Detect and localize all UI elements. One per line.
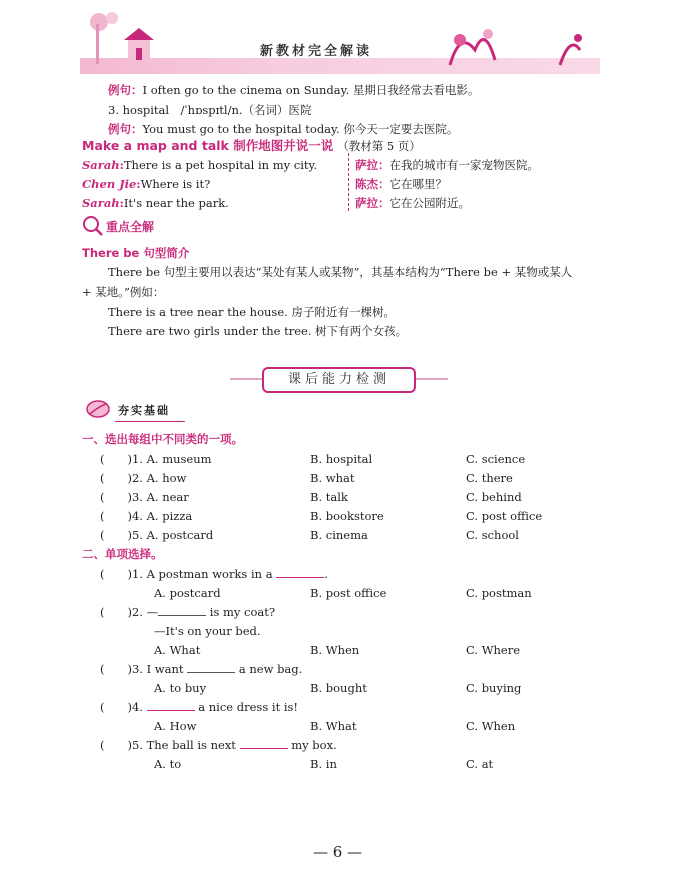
banner-line-right [416, 378, 448, 380]
part2-q2-option-a: A. What [154, 643, 201, 657]
part2-q1-option-b: B. post office [310, 586, 387, 600]
part1-q1-option-c: C. science [466, 452, 526, 466]
basics-title: 夯实基础 [118, 404, 170, 417]
example-sentence-1 [108, 83, 479, 97]
dialog-zh-text: 它在公园附近。 [389, 196, 470, 210]
part2-q2-stem [100, 605, 275, 619]
part1-title: 一、选出每组中不同类的一项。 [82, 432, 243, 446]
part1-q1-num: ( )1. A. museum [100, 452, 212, 466]
part2-q1-option-a: A. postcard [154, 586, 221, 600]
question-text-end: . [324, 567, 328, 581]
header-title: 新教材完全解读 [260, 44, 373, 59]
question-text-end: a new bag. [238, 662, 303, 676]
key-points-para-2: + 某地。”例如： [82, 285, 165, 299]
vocab-hospital: 3. hospital /ˈhɒspɪtl/n.（名词）医院 [108, 103, 312, 117]
part2-q3-stem [100, 662, 302, 676]
part2-q4-option-b: B. What [310, 719, 357, 733]
part2-q1-stem [100, 567, 328, 581]
question-text-end: is my coat? [209, 605, 276, 619]
speaker-name: Sarah [82, 196, 120, 210]
answer-blank[interactable] [147, 700, 195, 711]
part2-q3-option-c: C. buying [466, 681, 522, 695]
dialog-en-line-3: Sarah:It's near the park. [82, 196, 229, 210]
part2-q4-option-c: C. When [466, 719, 516, 733]
question-text: ( )3. I want [100, 662, 184, 676]
dialog-en-line-2: Chen Jie:Where is it? [82, 177, 211, 191]
part2-q2-option-c: C. Where [466, 643, 521, 657]
banner-line-left [230, 378, 262, 380]
part1-q4-option-b: B. bookstore [310, 509, 384, 523]
dialog-en-text: It's near the park. [123, 196, 229, 210]
answer-blank[interactable] [240, 738, 288, 749]
key-points-subtitle: There be 句型简介 [82, 246, 190, 260]
part1-q3-option-b: B. talk [310, 490, 348, 504]
dialog-divider [348, 153, 349, 211]
part2-q3-option-b: B. bought [310, 681, 367, 695]
speaker-name-zh: 萨拉： [355, 158, 390, 172]
part1-q5-num: ( )5. A. postcard [100, 528, 214, 542]
key-points-example-1: There is a tree near the house. 房子附近有一棵树。 [108, 305, 395, 319]
part1-q3-option-c: C. behind [466, 490, 522, 504]
part1-q4-option-c: C. post office [466, 509, 543, 523]
part2-q5-option-b: B. in [310, 757, 337, 771]
map-heading-text: Make a map and talk 制作地图并说一说 [82, 138, 334, 153]
speaker-name-zh: 萨拉： [355, 196, 390, 210]
part2-q5-stem [100, 738, 337, 752]
part2-q2-reply: —It's on your bed. [154, 624, 261, 638]
dialog-en-text: Where is it? [140, 177, 211, 191]
speaker-name: Sarah [82, 158, 120, 172]
question-text: ( )4. [100, 700, 143, 714]
part1-q4-num: ( )4. A. pizza [100, 509, 193, 523]
example-text: I often go to the cinema on Sunday. 星期日我经常去看电影。 [142, 83, 480, 97]
key-points-para-1: There be 句型主要用以表达“某处有某人或某物”，其基本结构为“There be + 某物或某人 [108, 265, 573, 279]
map-section-heading [82, 139, 421, 153]
speaker-name: Chen Jie [82, 177, 137, 191]
page-number: — 6 — [312, 843, 363, 861]
part2-q5-option-a: A. to [154, 757, 182, 771]
dialog-zh-line-2 [355, 177, 447, 191]
part2-q1-option-c: C. postman [466, 586, 532, 600]
question-text: ( )2. — [100, 605, 159, 619]
basics-underline [115, 421, 185, 422]
dialog-zh-line-3 [355, 196, 470, 210]
dialog-en-text: There is a pet hospital in my city. [123, 158, 318, 172]
dialog-zh-text: 在我的城市有一家宠物医院。 [389, 158, 539, 172]
dialog-en-line-1: Sarah:There is a pet hospital in my city. [82, 158, 318, 172]
textbook-ref: （教材第 5 页） [337, 139, 421, 153]
question-text-end: my box. [291, 738, 337, 752]
dialog-zh-text: 它在哪里？ [389, 177, 447, 191]
example-label: 例句： [108, 83, 143, 97]
key-points-example-2: There are two girls under the tree. 树下有两个女孩。 [108, 324, 408, 338]
answer-blank[interactable] [276, 567, 324, 578]
part1-q5-option-c: C. school [466, 528, 519, 542]
section-banner: 课后能力检测 [262, 367, 416, 393]
dialog-zh-line-1 [355, 158, 539, 172]
leaf-icon [84, 398, 114, 420]
part2-q2-option-b: B. When [310, 643, 360, 657]
part1-q2-option-b: B. what [310, 471, 355, 485]
part2-q3-option-a: A. to buy [154, 681, 207, 695]
magnifier-icon [82, 215, 104, 237]
house-tree-decoration-icon [84, 10, 174, 70]
part1-q2-num: ( )2. A. how [100, 471, 187, 485]
question-text-end: a nice dress it is! [198, 700, 299, 714]
part1-q5-option-b: B. cinema [310, 528, 368, 542]
example-text: You must go to the hospital today. 你今天一定要去医院。 [142, 122, 459, 136]
plant-decoration-icon [440, 20, 600, 70]
example-label: 例句： [108, 122, 143, 136]
answer-blank[interactable] [187, 662, 235, 673]
part2-q4-stem [100, 700, 298, 714]
question-text: ( )1. A postman works in a [100, 567, 273, 581]
part1-q1-option-b: B. hospital [310, 452, 373, 466]
part2-q4-option-a: A. How [154, 719, 197, 733]
speaker-name-zh: 陈杰： [355, 177, 390, 191]
question-text: ( )5. The ball is next [100, 738, 236, 752]
answer-blank[interactable] [158, 605, 206, 616]
part1-q3-num: ( )3. A. near [100, 490, 189, 504]
part2-q5-option-c: C. at [466, 757, 494, 771]
part1-q2-option-c: C. there [466, 471, 513, 485]
key-points-title: 重点全解 [106, 220, 155, 234]
part2-title: 二、单项选择。 [82, 547, 163, 561]
example-sentence-2 [108, 122, 458, 136]
